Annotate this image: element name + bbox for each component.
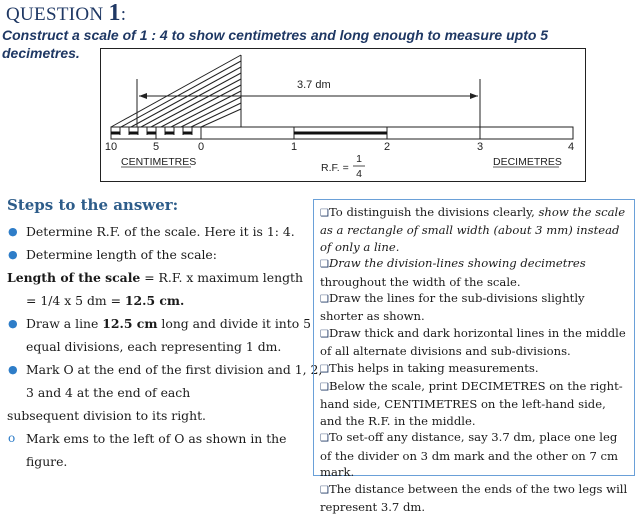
checkbox-bullet-icon: ❑ — [320, 329, 329, 340]
step-line: ● Draw a line 12.5 cm long and divide it into 5 — [0, 312, 312, 335]
arrow-left-icon — [139, 93, 147, 99]
tick-label: 3 — [477, 141, 483, 153]
note-item: ❑Draw the division-lines showing decimetres throughout the width of the scale. — [320, 255, 629, 290]
step-line: 3 and 4 at the end of each — [0, 381, 312, 404]
checkbox-bullet-icon: ❑ — [320, 208, 329, 219]
checkbox-bullet-icon: ❑ — [320, 364, 329, 375]
diagonal-lines — [111, 55, 241, 127]
scale-drawing — [101, 49, 585, 181]
note-item: ❑To set-off any distance, say 3.7 dm, place one leg of the divider on 3 dm mark and the other on 7 cm mark. — [320, 429, 629, 480]
rf-denominator: 4 — [356, 168, 362, 180]
checkbox-bullet-icon: ❑ — [320, 294, 329, 305]
step-line: equal divisions, each representing 1 dm. — [0, 335, 312, 358]
question-statement: Construct a scale of 1 : 4 to show centimetres and long enough to measure upto 5 decimetres. — [2, 26, 622, 62]
notes-box — [313, 199, 635, 476]
rf-label: R.F. = — [321, 162, 349, 174]
note-item: ❑Draw the lines for the sub-divisions slightly shorter as shown. — [320, 290, 629, 325]
bullet-icon: ● — [8, 358, 18, 381]
scale-figure — [100, 48, 586, 182]
bullet-icon: ● — [8, 312, 18, 335]
step-line: ● Determine length of the scale: — [0, 243, 312, 266]
steps-list — [0, 220, 312, 473]
rf-numerator: 1 — [356, 153, 362, 165]
tick-label: 0 — [198, 141, 204, 153]
step-line: ● Determine R.F. of the scale. Here it is 1: 4. — [0, 220, 312, 243]
dimension-label: 3.7 dm — [297, 79, 331, 91]
note-item: ❑The distance between the ends of the two legs will represent 3.7 dm. — [320, 481, 629, 515]
note-item: ❑Draw thick and dark horizontal lines in the middle of all alternate divisions and sub-divisions. — [320, 325, 629, 360]
bullet-icon: ● — [8, 220, 18, 243]
title-text: QUESTION — [6, 4, 108, 25]
step-line: subsequent division to its right. — [0, 404, 312, 427]
question-number: 1 — [108, 0, 120, 26]
circle-bullet-icon: o — [8, 427, 15, 450]
note-item: ❑Below the scale, print DECIMETRES on the right-hand side, CENTIMETRES on the left-hand side, and the R.F. in the middle. — [320, 378, 629, 429]
tick-label: 4 — [568, 141, 574, 153]
note-item: ❑This helps in taking measurements. — [320, 360, 629, 378]
checkbox-bullet-icon: ❑ — [320, 485, 329, 496]
step-line: o Mark ems to the left of O as shown in the — [0, 427, 312, 450]
arrow-right-icon — [470, 93, 478, 99]
tick-label: 5 — [153, 141, 159, 153]
title-colon: : — [121, 4, 127, 25]
bullet-icon: ● — [8, 243, 18, 266]
tick-label: 1 — [291, 141, 297, 153]
step-line: figure. — [0, 450, 312, 473]
step-line: = 1/4 x 5 dm = 12.5 cm. — [0, 289, 312, 312]
note-item: ❑To distinguish the divisions clearly, show the scale as a rectangle of small width (about 3 mm) instead of only a line. — [320, 204, 629, 255]
question-title — [6, 0, 126, 28]
decimetres-caption: DECIMETRES — [493, 156, 562, 168]
step-line: Length of the scale = R.F. x maximum length — [0, 266, 312, 289]
tick-label: 2 — [384, 141, 390, 153]
checkbox-bullet-icon: ❑ — [320, 433, 329, 444]
step-line: ● Mark O at the end of the first division and 1, 2, — [0, 358, 312, 381]
steps-heading: Steps to the answer: — [7, 196, 178, 214]
checkbox-bullet-icon: ❑ — [320, 382, 329, 393]
checkbox-bullet-icon: ❑ — [320, 259, 329, 270]
centimetres-caption: CENTIMETRES — [121, 156, 196, 168]
tick-label: 10 — [105, 141, 117, 153]
